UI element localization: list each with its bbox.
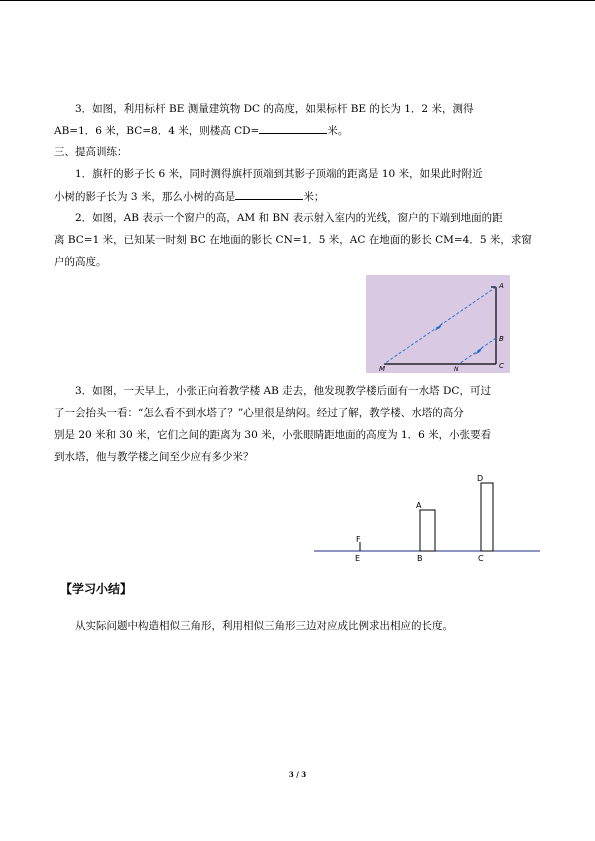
q3-paragraph: [54, 100, 540, 119]
water-tower-dc: [481, 483, 493, 551]
tower-figure: [312, 470, 542, 570]
t1-line2-text: 小树的影子长为 3 米，那么小树的高是: [54, 191, 236, 203]
summary-text: 从实际问题中构造相似三角形，利用相似三角形三边对应成比例求出相应的长度。: [75, 620, 453, 632]
q3-line2: [54, 121, 540, 141]
q3-line2-text: AB=1．6 米，BC=8．4 米，则楼高 CD=: [54, 125, 260, 137]
figure-background: [366, 275, 510, 373]
label-m: M: [379, 365, 386, 373]
label-e: E: [355, 554, 361, 563]
label-d: D: [477, 474, 484, 483]
t1-answer-blank[interactable]: [235, 187, 303, 200]
t2-line3: 户的高度。: [54, 256, 107, 268]
q3-line2-unit: 米。: [327, 125, 349, 137]
t1-line1: 1．旗杆的影子长 6 米，同时测得旗杆顶端到其影子顶端的距离是 10 米，如果此时附近: [75, 168, 483, 180]
t3-line4: 到水塔，他与教学楼之间至少应有多少米？: [54, 451, 254, 463]
summary-heading: 【学习小结】: [60, 582, 133, 596]
t1-line2: [54, 187, 540, 207]
t2-line2: 离 BC=1 米，已知某一时刻 BC 在地面的影长 CN=1．5 米，AC 在地面的影长 CM=4．5 米，求窗: [54, 234, 532, 246]
top-rule: [0, 0, 595, 1]
label-a: A: [499, 282, 504, 290]
label-a2: A: [416, 501, 422, 510]
label-b2: B: [417, 554, 423, 563]
t3-line2: 了一会抬头一看：“怎么看不到水塔了？”心里很是纳闷。经过了解，教学楼、水塔的高分: [54, 407, 464, 419]
q3-answer-blank[interactable]: [259, 121, 327, 134]
section3-title: 三、提高训练：: [54, 146, 128, 158]
label-c: C: [499, 362, 504, 370]
label-c2: C: [478, 554, 484, 563]
t2-line1: 2．如图，AB 表示一个窗户的高，AM 和 BN 表示射入室内的光线，窗户的下端到地面的距: [75, 212, 503, 224]
t3-line3: 别是 20 米和 30 米，它们之间的距离为 30 米，小张眼睛距地面的高度为 1．6 米，小张要看: [54, 429, 492, 441]
label-n: N: [454, 366, 459, 373]
page-number: 3 / 3: [288, 770, 307, 779]
building-ab: [420, 510, 435, 551]
window-light-figure: [366, 275, 510, 373]
t1-line2-unit: 米；: [303, 191, 325, 203]
label-f: F: [356, 535, 361, 544]
t3-line1: 3．如图，一天早上，小张正向着教学楼 AB 走去，他发现教学楼后面有一水塔 DC，可过: [75, 385, 491, 397]
q3-line1: 3．如图，利用标杆 BE 测量建筑物 DC 的高度，如果标杆 BE 的长为 1．2 米，测得: [75, 103, 474, 115]
label-b: B: [499, 335, 504, 343]
